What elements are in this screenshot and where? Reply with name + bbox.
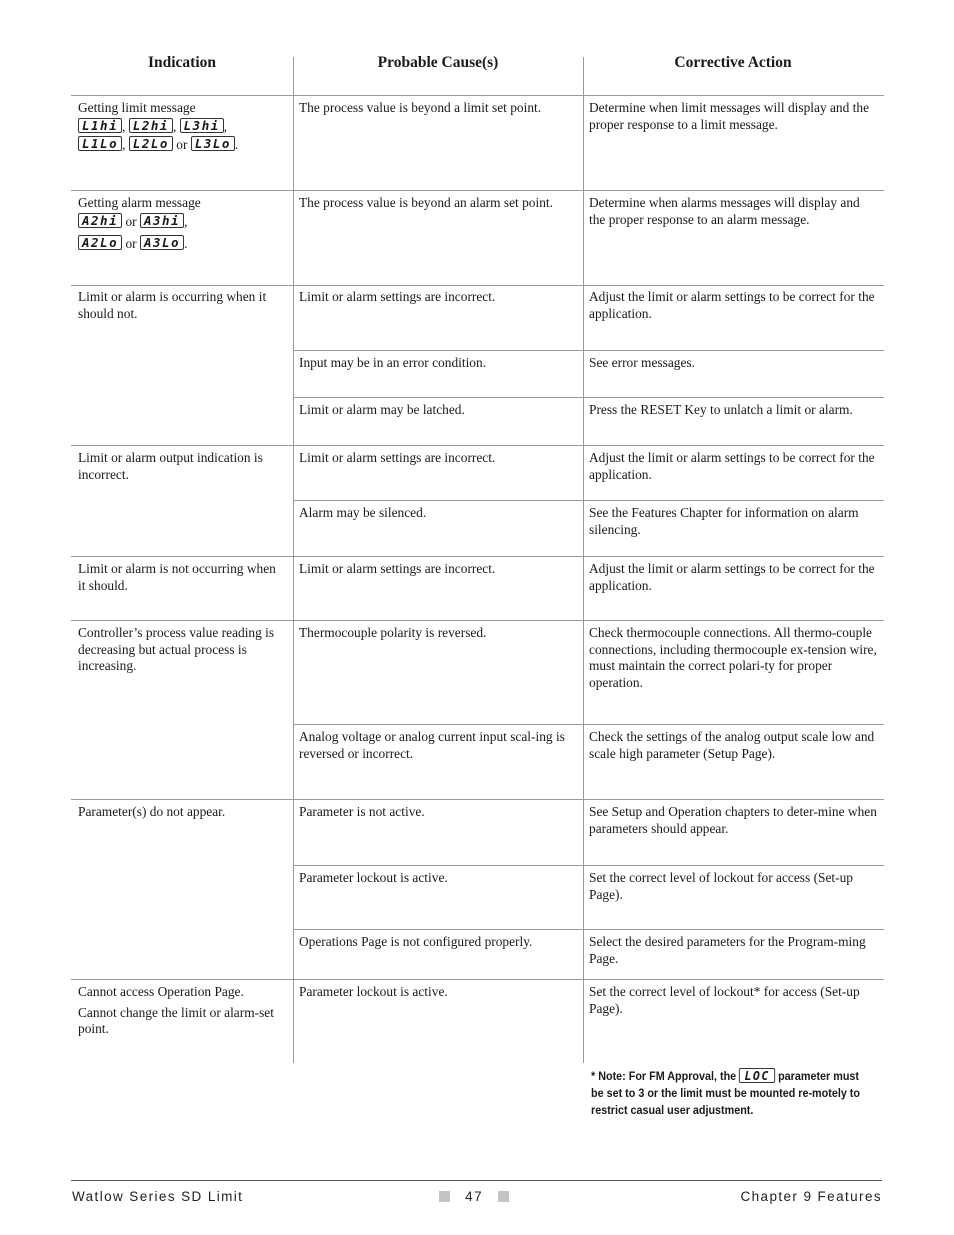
- indication-text: Controller’s process value reading is decreasing but actual process is increasing.: [78, 625, 275, 674]
- lcd-code: L2Lo: [129, 136, 173, 151]
- indication-text: Limit or alarm is not occurring when it should.: [78, 561, 276, 593]
- lcd-code: A3hi: [140, 213, 184, 228]
- column-divider-1: [293, 57, 294, 1063]
- action-text: See the Features Chapter for information on alarm silencing.: [589, 505, 859, 537]
- action-text: Set the correct level of lockout for access (Set-up Page).: [589, 870, 853, 902]
- lcd-code: L3hi: [180, 118, 224, 133]
- column-divider-2: [583, 57, 584, 1063]
- row-rule: [71, 445, 884, 446]
- action-text: Check the settings of the analog output scale low and scale high parameter (Setup Page).: [589, 729, 875, 761]
- cause-text: Parameter lockout is active.: [299, 984, 448, 999]
- row-rule: [71, 979, 884, 980]
- cause-text: Alarm may be silenced.: [299, 505, 427, 520]
- cause-text: The process value is beyond a limit set point.: [299, 100, 542, 115]
- lcd-code: A3Lo: [140, 235, 184, 250]
- action-text: Adjust the limit or alarm settings to be correct for the application.: [589, 289, 875, 321]
- action-text: Determine when limit messages will display and the proper response to a limit message.: [589, 100, 870, 132]
- page-number: 47: [465, 1189, 483, 1204]
- indication-alarm-message: Getting alarm message A2hi or A3hi , A2Lo or A3Lo .: [78, 195, 201, 252]
- sub-row-rule: [293, 724, 884, 725]
- square-bullet-icon: [439, 1191, 450, 1202]
- header-corrective-action: Corrective Action: [674, 54, 792, 71]
- action-text: See error messages.: [589, 355, 695, 370]
- indication-limit-message: Getting limit message L1hi , L2hi , L3hi , L1Lo , L2Lo or L3Lo .: [78, 100, 239, 153]
- cause-text: Limit or alarm settings are incorrect.: [299, 561, 496, 576]
- sub-row-rule: [293, 397, 884, 398]
- cause-text: Parameter is not active.: [299, 804, 425, 819]
- cause-text: Limit or alarm may be latched.: [299, 402, 465, 417]
- action-text: See Setup and Operation chapters to deter-mine when parameters should appear.: [589, 804, 877, 836]
- lcd-code: L2hi: [129, 118, 173, 133]
- cause-text: Operations Page is not configured properly.: [299, 934, 533, 949]
- lcd-code: L1Lo: [78, 136, 122, 151]
- footer-rule: [71, 1180, 882, 1181]
- indication-text: Limit or alarm is occurring when it should not.: [78, 289, 267, 321]
- action-text: Check thermocouple connections. All thermo-couple connections, including thermocouple ex-tension wire, must maintain the correct polari-ty for proper operation.: [589, 625, 877, 690]
- row-rule: [71, 190, 884, 191]
- action-text: Determine when alarms messages will display and the proper response to an alarm message.: [589, 195, 860, 227]
- cause-text: Thermocouple polarity is reversed.: [299, 625, 487, 640]
- header-probable-causes: Probable Cause(s): [377, 54, 499, 71]
- action-text: Select the desired parameters for the Program-ming Page.: [589, 934, 866, 966]
- indication-cannot-access: Cannot access Operation Page. Cannot change the limit or alarm-set point.: [78, 984, 274, 1037]
- row-rule: [71, 95, 884, 96]
- cause-text: The process value is beyond an alarm set point.: [299, 195, 553, 210]
- row-rule: [71, 285, 884, 286]
- page-number-group: [439, 1189, 509, 1204]
- sub-row-rule: [293, 500, 884, 501]
- square-bullet-icon: [498, 1191, 509, 1202]
- lcd-code: A2hi: [78, 213, 122, 228]
- sub-row-rule: [293, 350, 884, 351]
- indication-text: Limit or alarm output indication is incorrect.: [78, 450, 263, 482]
- lcd-code-loc: LOC: [739, 1068, 775, 1083]
- action-text: Press the RESET Key to unlatch a limit or alarm.: [589, 402, 853, 417]
- sub-row-rule: [293, 865, 884, 866]
- cause-text: Parameter lockout is active.: [299, 870, 448, 885]
- action-text: Adjust the limit or alarm settings to be correct for the application.: [589, 450, 875, 482]
- row-rule: [71, 556, 884, 557]
- header-indication: Indication: [147, 54, 217, 71]
- lcd-code: L1hi: [78, 118, 122, 133]
- cause-text: Analog voltage or analog current input scal-ing is reversed or incorrect.: [299, 729, 565, 761]
- action-text: Adjust the limit or alarm settings to be correct for the application.: [589, 561, 875, 593]
- cause-text: Input may be in an error condition.: [299, 355, 487, 370]
- footer-title: Watlow Series SD Limit: [72, 1189, 244, 1204]
- indication-text: Parameter(s) do not appear.: [78, 804, 226, 819]
- cause-text: Limit or alarm settings are incorrect.: [299, 450, 496, 465]
- cause-text: Limit or alarm settings are incorrect.: [299, 289, 496, 304]
- footer-chapter: Chapter 9 Features: [740, 1189, 882, 1204]
- lcd-code: A2Lo: [78, 235, 122, 250]
- sub-row-rule: [293, 929, 884, 930]
- row-rule: [71, 799, 884, 800]
- row-rule: [71, 620, 884, 621]
- lcd-code: L3Lo: [191, 136, 235, 151]
- action-text: Set the correct level of lockout* for access (Set-up Page).: [589, 984, 860, 1016]
- fm-approval-note: * Note: For FM Approval, the LOC parameter must be set to 3 or the limit must be mounted re-motely to restrict casual user adjustment.: [591, 1068, 860, 1118]
